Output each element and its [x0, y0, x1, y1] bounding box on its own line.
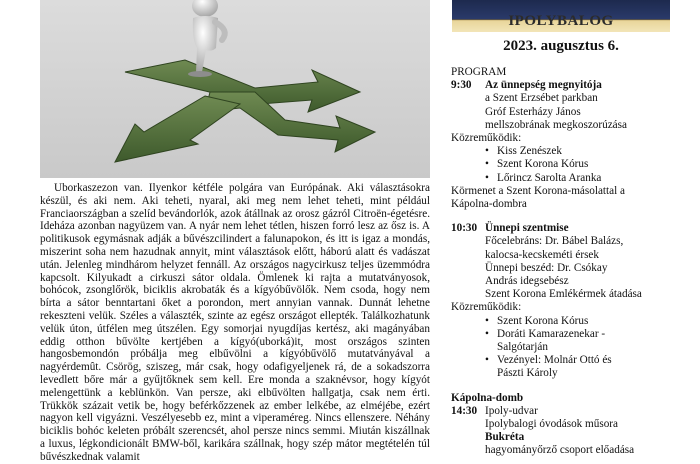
block-place: Ipoly-udvar — [485, 404, 538, 417]
block-line: András idegsebész — [485, 275, 569, 288]
block-time: 10:30 — [451, 222, 478, 235]
block-title: Ünnepi szentmise — [485, 222, 569, 235]
program-list — [451, 66, 691, 458]
contributors-list — [451, 354, 691, 367]
block-line: Ünnepi beszéd: Dr. Csókay — [485, 261, 608, 274]
list-item: • Kiss Zenészek — [485, 145, 691, 158]
list-item-continuation: Pászti Károly — [497, 367, 558, 380]
list-item: • Szent Korona Kórus — [485, 315, 691, 328]
banner-title: IPOLYBALOG — [508, 13, 614, 29]
block-line: Szent Korona Emlékérmek átadása — [485, 288, 642, 301]
contributors-label: Közreműködik: — [451, 132, 522, 145]
block-line: kalocsa-kecskeméti érsek — [485, 248, 599, 261]
block-time: 14:30 — [451, 404, 478, 417]
list-item: • Vezényel: Molnár Ottó és — [485, 354, 691, 367]
event-date: 2023. augusztus 6. — [503, 38, 619, 54]
right-column — [440, 0, 700, 457]
block-time: 9:30 — [451, 79, 472, 92]
block-title: Az ünnepség megnyitója — [485, 79, 602, 92]
block-subtitle: Bukréta — [485, 431, 525, 444]
procession-line: Körmenet a Szent Korona-másolattal a — [451, 184, 625, 197]
block-title: Kápolna-domb — [451, 391, 524, 404]
block-line: a Szent Erzsébet parkban — [485, 92, 598, 105]
procession-line: Kápolna-dombra — [451, 198, 527, 211]
article-illustration — [40, 0, 430, 178]
list-item: • Doráti Kamarazenekar - — [485, 328, 691, 341]
header-banner — [452, 0, 670, 32]
program-block-afternoon — [451, 405, 691, 418]
contributors-list — [451, 145, 691, 185]
program-block-mass — [451, 222, 691, 235]
block-line: mellszobrának megkoszorúzása — [485, 118, 627, 131]
program-block-opening — [451, 79, 691, 92]
block-line: Gróf Esterházy János — [485, 105, 581, 118]
block-line: hagyományőrző csoport előadása — [485, 444, 635, 457]
block-line: Ipolybalogi óvodások műsora — [485, 418, 618, 431]
crossroads-arrows-image — [40, 0, 430, 178]
list-item: • Lőrincz Sarolta Aranka — [485, 172, 691, 185]
contributors-label: Közreműködik: — [451, 301, 522, 314]
program-heading: PROGRAM — [451, 66, 507, 78]
list-item: • Szent Korona Kórus — [485, 158, 691, 171]
block-line: Főcelebráns: Dr. Bábel Balázs, — [485, 235, 624, 248]
article-paragraph: Uborkaszezon van. Ilyenkor kétféle polgára van Európának. Aki választásokra készül, és aki nem. Aki teheti, nyaral, aki meg nem lehet teheti, mint például Franciaországban a szelíd bevándorlók, azok átállnak az orosz gázról Citroën-égetésre. Ideháza azonban nagyüzem van. A nyár nem lehet tétlen, hiszen forró lesz az ősz is. A politikusok egymásnak adják a bűvészcilindert a falunapokon, és itt is igaz a mondás, miszerint soha nem hazudnak annyit, mint választások előtt, háború alatt és vadászat után. Jelenleg mindhárom helyzet fennáll. Az országos nagycirkusz teljes üzemmódra kapcsolt. Kilyukadt a cirkuszi sátor oldala. Ömlenek ki rajta a mutatványosok, bohócok, zsonglőrök, biciklis akrobaták és a kígyóbűvölők. Nem csoda, hogy nem bírta a sátor benntartani őket a porondon, mert annyian vannak. Dunnát lehetne rekeszteni velük. Széles a választék, szinte az egész országot ellepték. Találkozhatunk velük úton, útfélen meg útszélen. Egy somorjai nyugdíjas kertész, aki magányában eddig otthon bűvölte kertjében a kígyó(uborká)it, most országos szinten hangosbemondón próbálja meg elbűvölni a kígyóbűvölő mutatványával a nagyérdemût. Csörög, sziszeg, már csak, hogy odafigyeljenek rá, de a sokadszorra levedlett bőre már a gyűjtőknek sem kell. Ere monda a szaknévsor, hogy kígyót melengettünk a keblünkön. Van persze, aki elbűvölten hallgatja, csak nem érti. Trükkök százait vetik be, hogy beférkőzzenek az ember lelkébe, az elméjébe, ezért nagyon kell vigyázni. Veszélyesebb ez, mint a viperaméreg. Nincs ellenszere. Néhány biciklis bohóc keleten próbált szerencsét, ahol persze nincs semmi. Miután kiszállnak a luxus, légkondicionált BMW-ből, karikára szállnak, hogy szép mátor megtételén túl bűvészkednak valamit — [40, 182, 430, 463]
article-body — [40, 182, 430, 464]
contributors-list — [451, 315, 691, 341]
list-item-continuation: Salgótarján — [497, 341, 548, 354]
